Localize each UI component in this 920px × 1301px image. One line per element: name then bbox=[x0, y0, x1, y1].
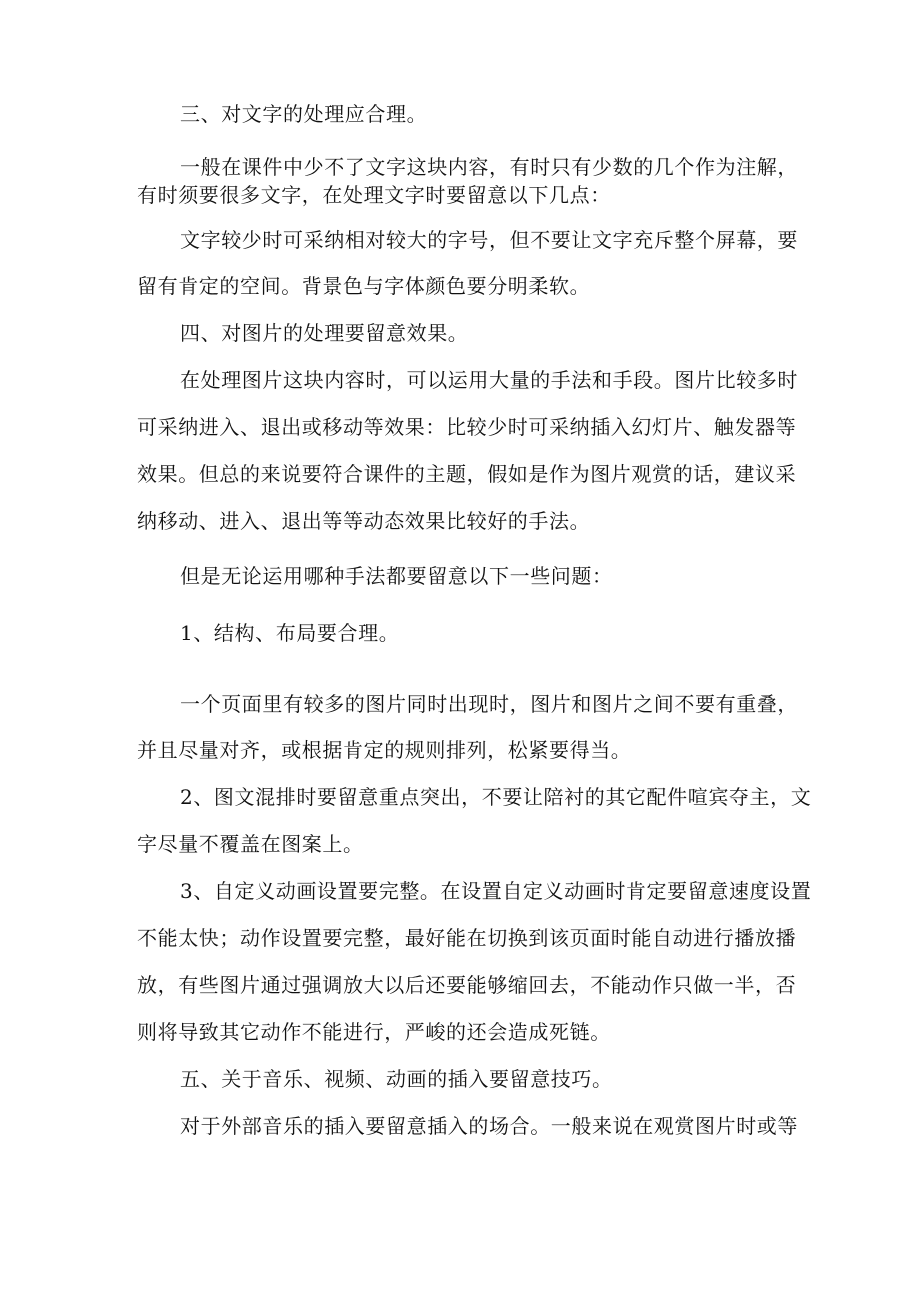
paragraph-line: 可采纳进入、退出或移动等效果：比较少时可采纳插入幻灯片、触发器等 bbox=[137, 415, 797, 439]
numbered-item-3: 3、自定义动画设置要完整。在设置自定义动画时肯定要留意速度设置 bbox=[180, 879, 812, 903]
paragraph-line: 纳移动、进入、退出等等动态效果比较好的手法。 bbox=[137, 509, 591, 533]
section-heading-5: 五、关于音乐、视频、动画的插入要留意技巧。 bbox=[180, 1067, 613, 1091]
paragraph-line: 但是无论运用哪种手法都要留意以下一些问题： bbox=[180, 564, 613, 588]
paragraph-line: 一个页面里有较多的图片同时出现时，图片和图片之间不要有重叠， bbox=[180, 692, 798, 716]
paragraph-line: 文字较少时可采纳相对较大的字号，但不要让文字充斥整个屏幕，要 bbox=[180, 228, 798, 252]
paragraph-line: 效果。但总的来说要符合课件的主题，假如是作为图片观赏的话，建议采 bbox=[137, 462, 797, 486]
paragraph-line: 在处理图片这块内容时，可以运用大量的手法和手段。图片比较多时 bbox=[180, 368, 798, 392]
paragraph-line: 字尽量不覆盖在图案上。 bbox=[137, 832, 364, 856]
numbered-item-1: 1、结构、布局要合理。 bbox=[180, 621, 400, 645]
paragraph-line: 对于外部音乐的插入要留意插入的场合。一般来说在观赏图片时或等 bbox=[180, 1114, 798, 1138]
paragraph-line: 留有肯定的空间。背景色与字体颜色要分明柔软。 bbox=[137, 274, 591, 298]
section-heading-3: 三、对文字的处理应合理。 bbox=[180, 102, 428, 126]
paragraph-line: 放，有些图片通过强调放大以后还要能够缩回去，不能动作只做一半，否 bbox=[137, 973, 797, 997]
section-heading-4: 四、对图片的处理要留意效果。 bbox=[180, 321, 469, 345]
paragraph-line: 有时须要很多文字，在处理文字时要留意以下几点： bbox=[137, 183, 611, 207]
numbered-item-2: 2、图文混排时要留意重点突出，不要让陪衬的其它配件喧宾夺主，文 bbox=[180, 785, 812, 809]
paragraph-line: 不能太快；动作设置要完整，最好能在切换到该页面时能自动进行播放播 bbox=[137, 926, 797, 950]
paragraph-line: 并且尽量对齐，或根据肯定的规则排列，松紧要得当。 bbox=[137, 738, 632, 762]
paragraph-line: 则将导致其它动作不能进行，严峻的还会造成死链。 bbox=[137, 1020, 611, 1044]
paragraph-line: 一般在课件中少不了文字这块内容，有时只有少数的几个作为注解， bbox=[180, 155, 798, 179]
